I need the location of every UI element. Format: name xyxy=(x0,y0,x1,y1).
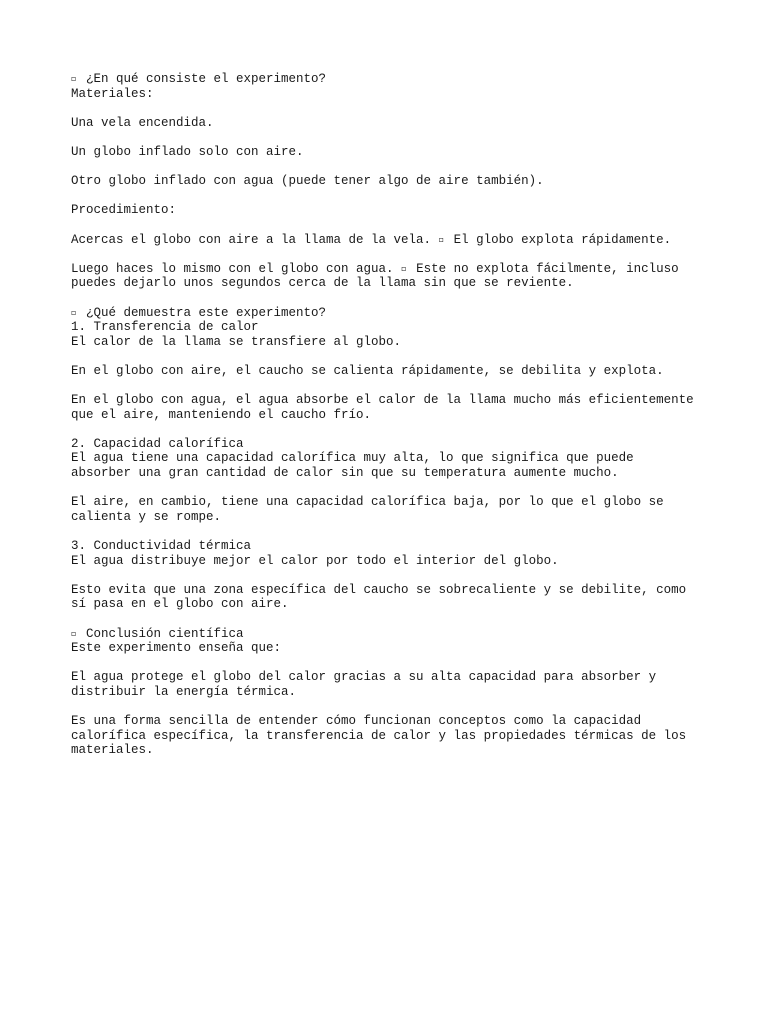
paragraph-text: Luego haces lo mismo con el globo con agua. xyxy=(71,261,402,276)
paragraph-line: Una vela encendida. xyxy=(71,115,214,130)
bullet-box-icon: ▫ xyxy=(71,74,77,83)
blank-line xyxy=(71,481,731,496)
blank-line xyxy=(71,218,731,233)
paragraph-line xyxy=(71,262,731,277)
blank-line xyxy=(71,247,731,262)
paragraph-line: Esto evita que una zona específica del caucho se sobrecaliente y se debilite, como xyxy=(71,582,687,597)
blank-line xyxy=(71,349,731,364)
paragraph-line: Procedimiento: xyxy=(71,203,177,218)
bullet-box-icon: ▫ xyxy=(401,263,407,273)
paragraph-line: materiales. xyxy=(71,743,154,758)
paragraph-line: El aire, en cambio, tiene una capacidad calorífica baja, por lo que el globo se xyxy=(71,495,664,510)
heading-text: ¿En qué consiste el experimento? xyxy=(78,72,327,86)
document-page xyxy=(71,72,731,758)
section-heading xyxy=(71,627,731,642)
section-heading xyxy=(71,72,731,87)
paragraph-line: En el globo con agua, el agua absorbe el calor de la llama mucho más eficientemente xyxy=(71,393,694,408)
paragraph-line: En el globo con aire, el caucho se calienta rápidamente, se debilita y explota. xyxy=(71,363,664,378)
paragraph-line: Otro globo inflado con agua (puede tener algo de aire también). xyxy=(71,174,544,189)
heading-text: Conclusión científica xyxy=(78,626,244,641)
paragraph-line: distribuir la energía térmica. xyxy=(71,684,297,699)
paragraph-line: El agua protege el globo del calor gracias a su alta capacidad para absorber y xyxy=(71,670,657,685)
blank-line xyxy=(71,189,731,204)
blank-line xyxy=(71,291,731,306)
heading-text: ¿Qué demuestra este experimento? xyxy=(78,305,327,320)
paragraph-line: El agua distribuye mejor el calor por todo el interior del globo. xyxy=(71,553,559,568)
paragraph-line: Materiales: xyxy=(71,86,154,101)
paragraph-text-continued: El globo explota rápidamente. xyxy=(446,232,672,247)
paragraph-line: calienta y se rompe. xyxy=(71,509,222,524)
paragraph-line: absorber una gran cantidad de calor sin que su temperatura aumente mucho. xyxy=(71,466,619,481)
paragraph-line xyxy=(71,233,731,248)
bullet-box-icon: ▫ xyxy=(438,234,444,244)
blank-line xyxy=(71,130,731,145)
paragraph-line: Es una forma sencilla de entender cómo funcionan conceptos como la capacidad xyxy=(71,714,642,729)
paragraph-line: sí pasa en el globo con aire. xyxy=(71,597,289,612)
paragraph-line: El calor de la llama se transfiere al globo. xyxy=(71,334,402,349)
paragraph-line: Este experimento enseña que: xyxy=(71,641,282,656)
paragraph-text-continued: Este no explota fácilmente, incluso xyxy=(408,261,679,276)
blank-line xyxy=(71,568,731,583)
blank-line xyxy=(71,524,731,539)
blank-line xyxy=(71,700,731,715)
paragraph-line: que el aire, manteniendo el caucho frío. xyxy=(71,407,372,422)
bullet-box-icon: ▫ xyxy=(71,628,77,638)
blank-line xyxy=(71,612,731,627)
blank-line xyxy=(71,422,731,437)
section-heading xyxy=(71,306,731,321)
paragraph-line: Un globo inflado solo con aire. xyxy=(71,144,304,159)
paragraph-line: puedes dejarlo unos segundos cerca de la llama sin que se reviente. xyxy=(71,276,574,291)
bullet-box-icon: ▫ xyxy=(71,307,77,317)
paragraph-line: 3. Conductividad térmica xyxy=(71,539,252,553)
blank-line xyxy=(71,656,731,671)
paragraph-line: 1. Transferencia de calor xyxy=(71,320,259,335)
blank-line xyxy=(71,378,731,393)
paragraph-line: calorífica específica, la transferencia de calor y las propiedades térmicas de los xyxy=(71,728,687,743)
paragraph-line: 2. Capacidad calorífica xyxy=(71,436,244,451)
blank-line xyxy=(71,101,731,116)
paragraph-text: Acercas el globo con aire a la llama de la vela. xyxy=(71,232,439,247)
paragraph-line: El agua tiene una capacidad calorífica muy alta, lo que significa que puede xyxy=(71,451,634,466)
blank-line xyxy=(71,160,731,175)
